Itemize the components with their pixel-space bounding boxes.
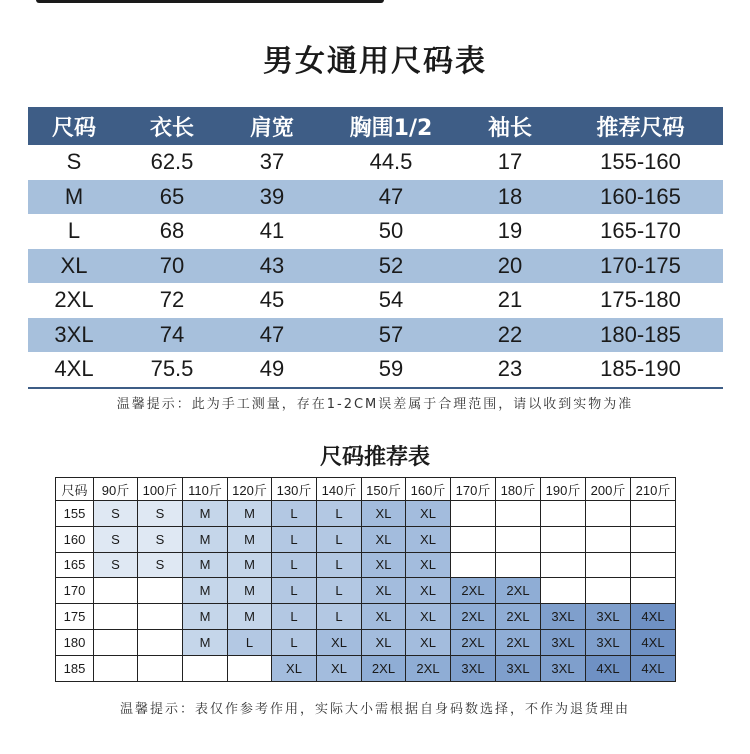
- size-chart-cell: 72: [159, 287, 185, 313]
- height-label-cell: 160: [56, 526, 94, 552]
- size-chart-cell: 23: [462, 352, 558, 388]
- recommend-size-cell: [586, 578, 631, 604]
- recommend-size-cell: XL: [406, 501, 451, 527]
- recommend-size-cell: 3XL: [451, 655, 496, 681]
- recommend-size-cell: [138, 655, 183, 681]
- recommend-size-cell: 3XL: [496, 655, 541, 681]
- recommend-size-cell: XL: [362, 501, 406, 527]
- recommend-header-cell: 尺码: [56, 478, 94, 501]
- recommend-size-cell: [183, 655, 228, 681]
- size-chart-cell: L: [67, 218, 81, 244]
- recommend-size-cell: 4XL: [586, 655, 631, 681]
- recommend-size-cell: [94, 629, 138, 655]
- size-chart-cell: 155-160: [600, 149, 681, 175]
- recommend-size-cell: [541, 501, 586, 527]
- size-chart-row: [28, 318, 723, 353]
- recommend-header-cell: 210斤: [631, 478, 676, 501]
- recommend-size-cell: S: [94, 526, 138, 552]
- size-chart-cell: 37: [259, 149, 285, 175]
- recommend-size-cell: 2XL: [406, 655, 451, 681]
- size-chart-row: [28, 145, 723, 180]
- size-chart-cell: 20: [462, 249, 558, 284]
- size-chart-row: [28, 352, 723, 388]
- height-label-cell: 170: [56, 578, 94, 604]
- recommend-size-cell: M: [183, 552, 228, 578]
- recommend-row: [56, 552, 676, 578]
- recommend-size-cell: 3XL: [541, 629, 586, 655]
- recommend-size-cell: XL: [406, 552, 451, 578]
- size-chart-cell: 185-190: [558, 352, 723, 388]
- recommend-size-cell: XL: [362, 578, 406, 604]
- recommend-size-cell: M: [228, 604, 272, 630]
- size-chart-cell: 54: [378, 287, 404, 313]
- size-chart-cell: 70: [120, 249, 224, 284]
- size-chart-table: [28, 107, 723, 389]
- recommend-size-cell: XL: [406, 526, 451, 552]
- recommend-size-cell: XL: [406, 578, 451, 604]
- height-label-cell: 165: [56, 552, 94, 578]
- size-chart-cell: 75.5: [120, 352, 224, 388]
- recommend-size-cell: 4XL: [631, 629, 676, 655]
- size-chart-header-row: [28, 107, 723, 145]
- recommend-size-cell: [496, 552, 541, 578]
- size-chart-row: [28, 283, 723, 318]
- size-chart-header-cell: 肩宽: [224, 107, 320, 145]
- size-chart-cell: 49: [224, 352, 320, 388]
- recommend-size-cell: 2XL: [451, 604, 496, 630]
- size-chart-cell: 44.5: [369, 149, 413, 175]
- height-label-cell: 180: [56, 629, 94, 655]
- recommend-title: 尺码推荐表: [319, 445, 430, 470]
- size-chart-cell: 22: [462, 318, 558, 353]
- size-chart-cell: 41: [259, 218, 285, 244]
- recommend-size-cell: M: [183, 526, 228, 552]
- recommend-size-cell: 3XL: [586, 604, 631, 630]
- size-chart-cell: 47: [224, 318, 320, 353]
- recommend-size-cell: L: [317, 526, 362, 552]
- recommend-size-cell: M: [183, 501, 228, 527]
- recommend-size-cell: [586, 552, 631, 578]
- recommend-size-cell: [631, 552, 676, 578]
- measurement-note: 温馨提示：此为手工测量，存在1-2CM误差属于合理范围，请以收到实物为准: [116, 397, 634, 412]
- recommend-size-cell: 3XL: [586, 629, 631, 655]
- recommend-size-cell: L: [317, 501, 362, 527]
- recommend-size-cell: XL: [362, 604, 406, 630]
- top-divider: [36, 0, 384, 3]
- recommend-size-cell: XL: [406, 629, 451, 655]
- recommend-size-cell: L: [228, 629, 272, 655]
- size-chart-cell: 18: [462, 180, 558, 215]
- size-chart-cell: 59: [320, 352, 462, 388]
- size-chart-cell: 45: [259, 287, 285, 313]
- recommend-size-cell: M: [228, 552, 272, 578]
- recommend-size-cell: L: [272, 578, 317, 604]
- size-recommend-table: [55, 477, 676, 682]
- recommend-size-cell: XL: [317, 655, 362, 681]
- recommend-size-cell: M: [228, 578, 272, 604]
- size-chart-row: [28, 214, 723, 249]
- size-chart-cell: 47: [320, 180, 462, 215]
- recommend-size-cell: XL: [362, 552, 406, 578]
- size-chart-cell: 65: [120, 180, 224, 215]
- size-chart-cell: 2XL: [54, 287, 94, 313]
- recommend-size-cell: S: [138, 552, 183, 578]
- recommend-size-cell: M: [183, 629, 228, 655]
- size-chart-header-cell: 推荐尺码: [558, 107, 723, 145]
- recommend-size-cell: L: [317, 578, 362, 604]
- size-chart-cell: 52: [320, 249, 462, 284]
- recommend-size-cell: 2XL: [451, 629, 496, 655]
- recommend-size-cell: 3XL: [541, 655, 586, 681]
- recommend-size-cell: [496, 526, 541, 552]
- recommend-row: [56, 578, 676, 604]
- recommend-size-cell: 2XL: [496, 578, 541, 604]
- recommend-size-cell: L: [317, 604, 362, 630]
- recommend-header-cell: 120斤: [228, 478, 272, 501]
- recommend-size-cell: [138, 604, 183, 630]
- recommend-size-cell: [541, 578, 586, 604]
- recommend-size-cell: M: [183, 578, 228, 604]
- recommend-size-cell: 3XL: [541, 604, 586, 630]
- size-chart-cell: M: [28, 180, 120, 215]
- recommend-header-row: [56, 478, 676, 501]
- recommend-size-cell: L: [272, 552, 317, 578]
- size-chart-cell: 165-170: [600, 218, 681, 244]
- recommend-size-cell: L: [272, 501, 317, 527]
- recommend-header-cell: 170斤: [451, 478, 496, 501]
- recommend-size-cell: XL: [406, 604, 451, 630]
- size-chart-cell: 3XL: [28, 318, 120, 353]
- recommend-size-cell: 2XL: [362, 655, 406, 681]
- recommend-size-cell: XL: [272, 655, 317, 681]
- recommend-size-cell: M: [183, 604, 228, 630]
- recommend-size-cell: S: [138, 526, 183, 552]
- recommend-header-cell: 190斤: [541, 478, 586, 501]
- recommend-size-cell: 2XL: [496, 629, 541, 655]
- recommend-size-cell: [586, 526, 631, 552]
- recommend-size-cell: 4XL: [631, 655, 676, 681]
- recommend-size-cell: [451, 526, 496, 552]
- recommend-header-cell: 100斤: [138, 478, 183, 501]
- recommend-size-cell: [451, 501, 496, 527]
- recommend-size-cell: 2XL: [451, 578, 496, 604]
- recommend-header-cell: 110斤: [183, 478, 228, 501]
- recommend-size-cell: L: [317, 552, 362, 578]
- recommend-header-cell: 160斤: [406, 478, 451, 501]
- size-chart-header-cell: 衣长: [120, 107, 224, 145]
- page-title: 男女通用尺码表: [263, 44, 487, 79]
- size-chart-header-cell: 尺码: [28, 107, 120, 145]
- size-chart-cell: 175-180: [600, 287, 681, 313]
- size-chart-header-cell: 胸围1/2: [320, 107, 462, 145]
- size-chart-cell: 160-165: [558, 180, 723, 215]
- recommend-size-cell: [94, 578, 138, 604]
- recommend-size-cell: XL: [362, 526, 406, 552]
- recommend-header-cell: 200斤: [586, 478, 631, 501]
- recommend-size-cell: [541, 526, 586, 552]
- size-chart-cell: 180-185: [558, 318, 723, 353]
- size-chart-cell: 170-175: [558, 249, 723, 284]
- recommend-size-cell: M: [228, 501, 272, 527]
- recommend-size-cell: [541, 552, 586, 578]
- size-chart-cell: 62.5: [150, 149, 194, 175]
- recommend-size-cell: [631, 501, 676, 527]
- recommend-size-cell: [451, 552, 496, 578]
- size-chart-cell: 17: [497, 149, 523, 175]
- recommend-size-cell: M: [228, 526, 272, 552]
- recommend-size-cell: 4XL: [631, 604, 676, 630]
- recommend-size-cell: L: [272, 526, 317, 552]
- recommend-size-cell: [228, 655, 272, 681]
- recommend-header-cell: 90斤: [94, 478, 138, 501]
- height-label-cell: 175: [56, 604, 94, 630]
- size-chart-cell: 43: [224, 249, 320, 284]
- height-label-cell: 185: [56, 655, 94, 681]
- recommend-header-cell: 140斤: [317, 478, 362, 501]
- recommend-size-cell: [631, 578, 676, 604]
- size-chart-cell: 50: [378, 218, 404, 244]
- size-chart-row: [28, 249, 723, 284]
- size-chart-cell: 74: [120, 318, 224, 353]
- size-chart-cell: S: [66, 149, 82, 175]
- recommend-size-cell: XL: [317, 629, 362, 655]
- size-chart-cell: 39: [224, 180, 320, 215]
- recommend-size-cell: S: [138, 501, 183, 527]
- recommend-size-cell: L: [272, 604, 317, 630]
- size-chart-cell: 4XL: [28, 352, 120, 388]
- recommend-row: [56, 526, 676, 552]
- recommend-size-cell: XL: [362, 629, 406, 655]
- recommend-size-cell: [586, 501, 631, 527]
- recommend-row: [56, 655, 676, 681]
- recommend-size-cell: [496, 501, 541, 527]
- recommend-header-cell: 150斤: [362, 478, 406, 501]
- size-chart-cell: 57: [320, 318, 462, 353]
- return-policy-note: 温馨提示：表仅作参考作用，实际大小需根据自身码数选择，不作为退货理由: [119, 702, 630, 717]
- recommend-size-cell: [138, 629, 183, 655]
- recommend-size-cell: 2XL: [496, 604, 541, 630]
- recommend-size-cell: [631, 526, 676, 552]
- size-chart-cell: 68: [159, 218, 185, 244]
- recommend-size-cell: [138, 578, 183, 604]
- recommend-size-cell: L: [272, 629, 317, 655]
- size-chart-cell: 21: [497, 287, 523, 313]
- size-chart-cell: XL: [28, 249, 120, 284]
- recommend-size-cell: [94, 655, 138, 681]
- recommend-header-cell: 130斤: [272, 478, 317, 501]
- recommend-size-cell: S: [94, 552, 138, 578]
- size-chart-row: [28, 180, 723, 215]
- size-chart-cell: 19: [497, 218, 523, 244]
- recommend-size-cell: [94, 604, 138, 630]
- size-chart-header-cell: 袖长: [462, 107, 558, 145]
- height-label-cell: 155: [56, 501, 94, 527]
- recommend-row: [56, 501, 676, 527]
- recommend-row: [56, 604, 676, 630]
- recommend-size-cell: S: [94, 501, 138, 527]
- recommend-row: [56, 629, 676, 655]
- recommend-header-cell: 180斤: [496, 478, 541, 501]
